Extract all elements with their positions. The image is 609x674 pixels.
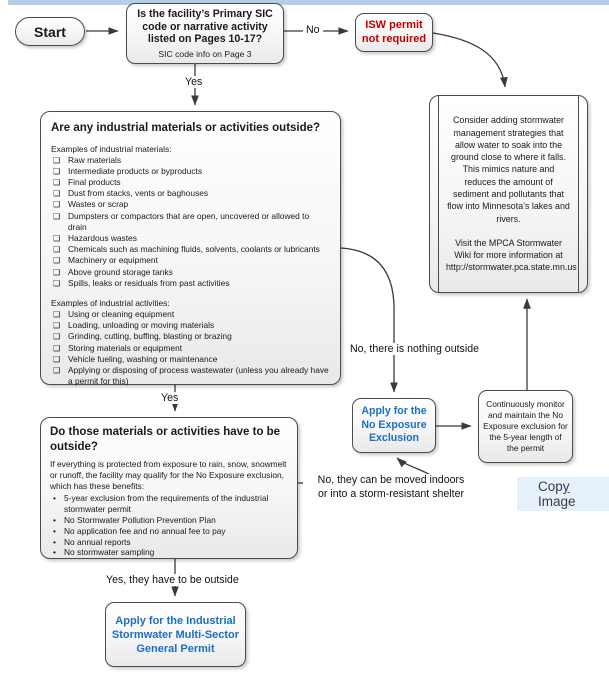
benefit-item-text: No application fee and no annual fee to pay [64,525,226,536]
checklist-item-text: Storing materials or equipment [68,342,183,353]
checklist-item [51,244,330,255]
checklist-item-text: Above ground storage tanks [68,266,173,277]
checklist-item-text: Grinding, cutting, buffing, blasting or brazing [68,331,232,342]
checkbox-icon: ❑ [53,309,61,319]
edge-label-have-to-be-outside: Yes, they have to be outside [103,574,242,586]
benefit-item-text: No stormwater sampling [64,547,155,558]
checkbox-icon: ❑ [53,177,61,187]
copy-image-accelerator: y [562,479,570,494]
consider-strategies-paragraph: Consider adding stormwater management strategies that allow water to soak into the ground close to where it falls. This mimics nature and reduces the amount of sediment and pollutants that flow into Minnesota’s lakes and rivers. [447,115,570,224]
checkbox-icon: ❑ [53,343,61,353]
apply-no-exposure-text: Apply for the No Exposure Exclusion [361,405,427,445]
checkbox-icon: ❑ [53,321,61,331]
checklist-item [51,211,330,233]
checklist-item [51,188,330,199]
bullet-icon: • [53,536,56,547]
checkbox-icon: ❑ [53,211,61,221]
edge-materials-to-applyne [341,248,394,392]
checklist-item [51,267,330,278]
checklist-item-text: Applying or disposing of process wastewater (unless you already have a permit for this) [68,364,329,387]
checklist-item [51,365,330,387]
no-exposure-benefits-intro: If everything is protected from exposure to rain, snow, snowmelt or runoff, the facility may qualify for the No Exposure exclusion, which has these benefits: [50,459,287,491]
checklist-item [51,278,330,289]
top-accent-bar [8,0,609,5]
apply-permit-node [105,602,246,667]
materials-checklist [51,155,330,289]
checkbox-icon: ❑ [53,267,61,277]
checklist-item [51,155,330,166]
materials-outside-node [40,111,341,385]
have-to-be-outside-node [40,417,298,559]
sic-question-title: Is the facility’s Primary SIC code or narrative activity listed on Pages 10-17? [137,7,273,46]
checklist-item [51,199,330,210]
bullet-icon: • [53,547,56,558]
sic-question-subtitle: SIC code info on Page 3 [158,49,252,60]
checklist-item-text: Wastes or scrap [68,199,129,210]
bullet-icon: • [53,514,56,525]
benefit-item [50,547,288,558]
benefit-item-text: No Stormwater Pollution Prevention Plan [64,514,216,525]
checklist-item-text: Spills, leaks or residuals from past activities [68,277,230,288]
edge-label-moved-indoors-line1: No, they can be moved indoors [317,474,465,486]
activities-intro: Examples of industrial activities: [51,297,170,308]
edge-label-moved-indoors-line2: or into a storm-resistant shelter [317,487,464,500]
isw-not-required-text: ISW permit not required [361,19,427,45]
checkbox-icon: ❑ [53,189,61,199]
checkbox-icon: ❑ [53,155,61,165]
checklist-item-text: Dust from stacks, vents or baghouses [68,188,209,199]
benefit-item [50,537,288,548]
checkbox-icon: ❑ [53,365,61,375]
checkbox-icon: ❑ [53,166,61,176]
checkbox-icon: ❑ [53,332,61,342]
benefit-item [50,526,288,537]
checklist-item-text: Using or cleaning equipment [68,308,175,319]
have-to-be-outside-title: Do those materials or activities have to be outside? [50,426,281,453]
checkbox-icon: ❑ [53,200,61,210]
benefit-item-text: No annual reports [64,536,131,547]
checklist-item-text: Chemicals such as machining fluids, solvents, coolants or lubricants [68,244,320,255]
materials-intro: Examples of industrial materials: [51,143,172,154]
sic-question-node [126,3,284,64]
edge-label-yes: Yes [182,76,205,88]
copy-image-label: Copy Image [538,479,576,509]
checklist-item-text: Raw materials [68,154,122,165]
checkbox-icon: ❑ [53,256,61,266]
activities-checklist [51,309,330,387]
checklist-item [51,177,330,188]
checkbox-icon: ❑ [53,354,61,364]
start-node [15,17,85,46]
bullet-icon: • [53,525,56,536]
start-label: Start [34,23,66,40]
materials-outside-title: Are any industrial materials or activities outside? [51,122,321,134]
checklist-item [51,320,330,331]
isw-not-required-node [355,13,433,52]
checklist-item-text: Vehicle fueling, washing or maintenance [68,353,218,364]
edge-label-moved-indoors [303,474,479,501]
bullet-icon: • [53,493,56,504]
monitor-node [478,390,573,463]
apply-permit-text: Apply for the Industrial Stormwater Multi-Sector General Permit [111,614,240,655]
edge-label-yes-2: Yes [158,392,181,404]
checkbox-icon: ❑ [53,278,61,288]
edge-label-nothing-outside: No, there is nothing outside [347,343,482,355]
consider-strategies-node [429,95,588,293]
context-menu-copy-image[interactable] [517,477,609,511]
checklist-item [51,343,330,354]
benefit-item [50,493,288,515]
checklist-item-text: Machinery or equipment [68,255,158,266]
checklist-item-text: Final products [68,176,121,187]
edge-label-no: No [303,24,323,36]
checklist-item [51,233,330,244]
checklist-item [51,166,330,177]
checkbox-icon: ❑ [53,233,61,243]
apply-no-exposure-node [352,398,436,453]
checklist-item-text: Loading, unloading or moving materials [68,320,215,331]
monitor-text: Continuously monitor and maintain the No Exposure exclusion for the 5-year length of the permit [483,399,568,453]
checklist-item-text: Intermediate products or byproducts [68,165,203,176]
checklist-item [51,255,330,266]
benefit-item [50,515,288,526]
checklist-item [51,309,330,320]
checklist-item-text: Dumpsters or compactors that are open, uncovered or allowed to drain [68,210,310,232]
checklist-item-text: Hazardous wastes [68,232,137,243]
checklist-item [51,331,330,342]
checkbox-icon: ❑ [53,245,61,255]
benefit-item-text: 5-year exclusion from the requirements of the industrial stormwater permit [64,493,269,515]
edge-isw-to-consider [433,33,505,87]
benefits-list [50,493,288,558]
stormwater-wiki-paragraph: Visit the MPCA Stormwater Wiki for more information at http://stormwater.pca.state.mn.us [446,237,577,273]
consider-strategies-panel [438,96,579,292]
checklist-item [51,354,330,365]
